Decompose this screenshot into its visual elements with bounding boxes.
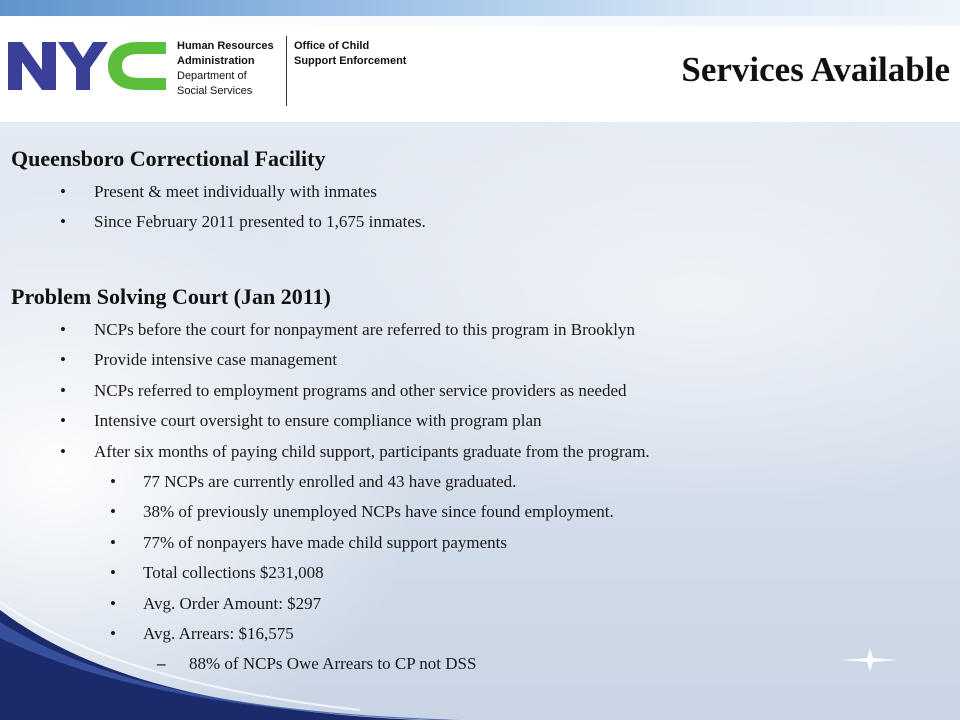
agency-line-2: Administration <box>177 55 255 67</box>
slide-title: Services Available <box>681 50 950 89</box>
slide-header <box>0 26 960 122</box>
sub-sub-bullet-item: – 88% of NCPs Owe Arrears to CP not DSS <box>0 649 650 679</box>
nyc-logo-n <box>8 42 56 90</box>
sub-bullet-item: • 77 NCPs are currently enrolled and 43 have graduated. <box>0 467 650 497</box>
agency-line-4: Social Services <box>177 85 253 97</box>
bullet-item: • Intensive court oversight to ensure compliance with program plan <box>0 406 650 436</box>
sub-bullet-item: • Avg. Order Amount: $297 <box>0 589 650 619</box>
nyc-logo-y <box>58 42 108 90</box>
sub-bullet-item: • Avg. Arrears: $16,575 <box>0 619 650 649</box>
bullet-item: • Present & meet individually with inmates <box>0 177 426 207</box>
bullet-item: • After six months of paying child support, participants graduate from the program. <box>0 437 650 467</box>
header-divider <box>286 36 287 106</box>
top-stripe <box>0 0 960 26</box>
bullet-item: • NCPs referred to employment programs and other service providers as needed <box>0 376 650 406</box>
section-heading-queensboro: Queensboro Correctional Facility <box>11 146 326 171</box>
office-line-1: Office of Child <box>294 40 370 52</box>
bullet-item: • Since February 2011 presented to 1,675 inmates. <box>0 207 426 237</box>
office-line-2: Support Enforcement <box>294 55 407 67</box>
bullet-item: • Provide intensive case management <box>0 345 650 375</box>
bullet-item: • NCPs before the court for nonpayment are referred to this program in Brooklyn <box>0 315 650 345</box>
section-heading-problem-solving-court: Problem Solving Court (Jan 2011) <box>11 284 331 309</box>
bullet-list-queensboro <box>0 177 426 238</box>
nyc-logo <box>6 38 168 94</box>
sub-bullet-item: • 38% of previously unemployed NCPs have since found employment. <box>0 497 650 527</box>
sub-bullet-item: • Total collections $231,008 <box>0 558 650 588</box>
nyc-logo-c <box>108 42 166 90</box>
sub-bullet-item: • 77% of nonpayers have made child support payments <box>0 528 650 558</box>
sparkle-icon <box>840 640 900 680</box>
agency-line-1: Human Resources <box>177 40 274 52</box>
agency-line-3: Department of <box>177 70 247 82</box>
decorative-wave <box>0 560 960 720</box>
